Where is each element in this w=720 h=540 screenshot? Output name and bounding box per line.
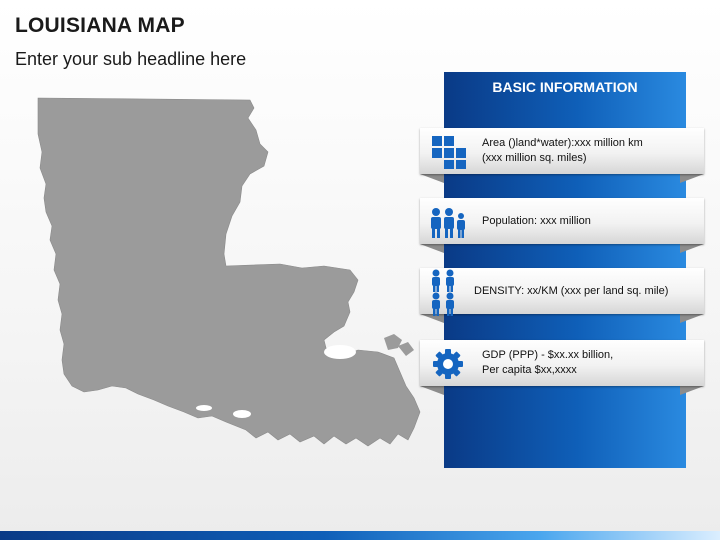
density-text	[474, 268, 688, 314]
gdp-text	[482, 340, 696, 386]
card-fold	[680, 386, 704, 395]
area-line-1: Area ()land*water):xxx million km	[482, 137, 643, 149]
gdp-line-2: Per capita $xx,xxxx	[482, 364, 577, 376]
card-fold	[680, 244, 704, 253]
area-grid-icon	[428, 134, 468, 170]
panel-header: BASIC INFORMATION	[492, 79, 638, 95]
card-fold	[420, 174, 444, 183]
lake-shape	[196, 405, 212, 411]
population-line: Population: xxx million	[482, 214, 591, 227]
info-card-population	[420, 198, 704, 253]
bottom-accent-bar	[0, 531, 720, 540]
info-card-area	[420, 128, 704, 183]
info-card-gdp	[420, 340, 704, 395]
louisiana-map	[28, 94, 428, 454]
slide-subtitle: Enter your sub headline here	[15, 49, 247, 69]
card-fold	[680, 174, 704, 183]
lake-shape	[233, 410, 251, 418]
slide-title: LOUISIANA MAP	[15, 14, 185, 37]
card-fold	[680, 314, 704, 323]
density-line: DENSITY: xx/KM (xxx per land sq. mile)	[474, 284, 669, 297]
info-card-density	[420, 268, 704, 323]
gear-icon	[428, 346, 468, 382]
delta-island	[398, 342, 414, 356]
area-text	[482, 128, 696, 174]
area-line-2: (xxx million sq. miles)	[482, 152, 587, 164]
louisiana-shape	[38, 98, 420, 446]
lake-pontchartrain	[324, 345, 356, 359]
population-text	[482, 198, 696, 244]
gdp-line-1: GDP (PPP) - $xx.xx billion,	[482, 349, 614, 361]
population-icon	[428, 204, 468, 240]
card-fold	[420, 244, 444, 253]
density-icon	[428, 268, 468, 318]
card-fold	[420, 386, 444, 395]
